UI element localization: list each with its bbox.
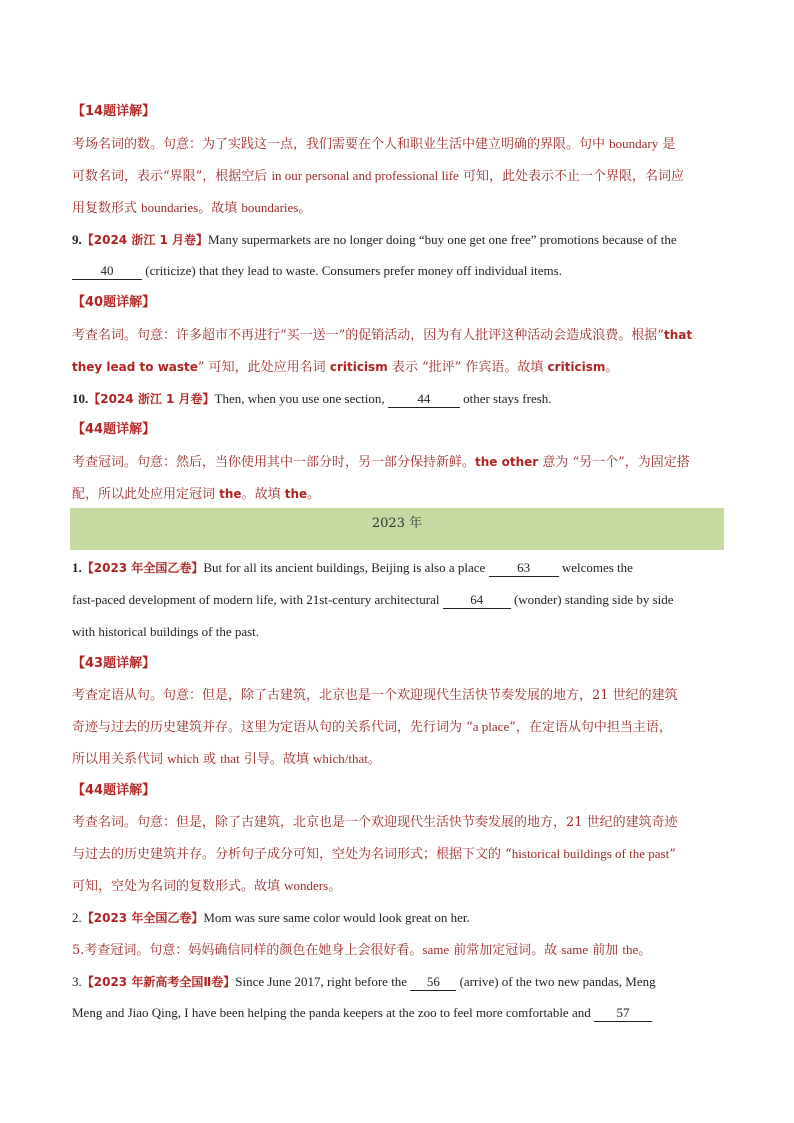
q5-term: same	[422, 942, 450, 957]
q3-text: (arrive) of the two new pandas, Meng	[456, 974, 656, 989]
q14-header: 【14题详解】	[72, 104, 156, 119]
q40-term: they lead to waste	[72, 360, 198, 374]
q5-text: 。	[638, 943, 652, 958]
q44b-text: 与过去的历史建筑并存。分析句子成分可知，空处为名词形式；根据下文的 “	[72, 847, 512, 862]
q40-line-1	[72, 325, 732, 346]
q1-line-1	[72, 558, 732, 578]
q9-blank: 40	[72, 263, 142, 280]
q3-source: 【2023 年新高考全国Ⅱ卷】	[81, 975, 236, 989]
q14-term: boundaries	[141, 200, 199, 215]
q44a-text: 考查冠词。句意：然后，当你使用其中一部分时，另一部分保持新鲜。	[72, 455, 476, 470]
q5-text: 前加	[588, 943, 623, 958]
q9-line-2	[72, 261, 732, 281]
q1-text: welcomes the	[558, 560, 633, 575]
q1-line-3: with historical buildings of the past.	[72, 624, 260, 639]
q44b-text: 可知，空处为名词的复数形式。故填	[72, 879, 285, 894]
q44a-text: 。故填	[241, 487, 285, 502]
q14-term: boundary	[609, 136, 659, 151]
q14-line-3	[72, 198, 732, 219]
q43-term: which	[167, 751, 199, 766]
q10-text: Then, when you use one section,	[214, 391, 388, 406]
q14-text: 。	[298, 201, 312, 216]
q44b-term: historical buildings of the past	[511, 846, 670, 861]
q43-line-3	[72, 749, 732, 770]
q5-term: same	[561, 942, 589, 957]
q40-text: 。	[605, 360, 619, 375]
q40-answer: criticism	[547, 360, 606, 374]
q3-line-2	[72, 1003, 732, 1023]
q43-text: 引导。故填	[239, 752, 313, 767]
q14-line-2	[72, 166, 732, 187]
q14-text: 可数名词，表示“界限”，根据空后	[72, 169, 272, 184]
q5-answer: the	[622, 942, 639, 957]
q3-number: 3.	[72, 974, 82, 989]
q14-text: 可知，此处表示不止一个界限，名词应	[458, 169, 684, 184]
q44a-text: 。	[307, 487, 321, 502]
q3-text: Meng and Jiao Qing, I have been helping the panda keepers at the zoo to feel more comfortable and	[72, 1005, 594, 1020]
q1-text: fast-paced development of modern life, with 21st-century architectural	[72, 592, 443, 607]
q44a-text: 配，所以此处应用定冠词	[72, 487, 220, 502]
q44b-line-1: 考查名词。句意：但是，除了古建筑，北京也是一个欢迎现代生活快节奏发展的地方，21 世纪的建筑奇迹	[72, 815, 678, 830]
q40-line-2	[72, 357, 732, 378]
q14-term: in our personal and professional life	[271, 168, 459, 183]
q44a-term: the other	[475, 455, 539, 469]
q10-number: 10.	[72, 391, 89, 406]
q40-text: ” 可知，此处应用名词	[197, 360, 330, 375]
q44a-text: 意为 “另一个”，为固定搭	[538, 455, 690, 470]
q44b-answer: wonders	[284, 878, 329, 893]
year-section-band	[70, 508, 724, 550]
q14-answer: boundaries	[241, 200, 299, 215]
year-label: 2023 年	[371, 516, 423, 531]
q1-line-2	[72, 590, 732, 610]
q44a-line-2	[72, 484, 732, 505]
q43-text: 所以用关系代词	[72, 752, 168, 767]
q1-text: But for all its ancient buildings, Beijing is also a place	[203, 560, 489, 575]
q3-blank-57: 57	[594, 1005, 652, 1022]
q44b-text: 。	[328, 879, 342, 894]
q14-line-1	[72, 134, 732, 155]
q44a-line-1	[72, 452, 732, 473]
q44a-term: the	[219, 487, 242, 501]
q1-blank-64: 64	[443, 592, 511, 609]
q44a-header: 【44题详解】	[72, 422, 156, 437]
q43-text: 奇迹与过去的历史建筑并存。这里为定语从句的关系代词，先行词为 “	[72, 720, 473, 735]
q5-text: 前常加定冠词。故	[449, 943, 562, 958]
q43-term: a place	[472, 719, 510, 734]
q10-blank: 44	[388, 391, 460, 408]
q9-number: 9.	[72, 232, 82, 247]
q40-text: 考查名词。句意：许多超市不再进行“买一送一”的促销活动，因为有人批评这种活动会造成浪费。根据“	[72, 328, 664, 343]
q2-text: Mom was sure same color would look great on her.	[203, 910, 470, 925]
q44b-text: ”	[669, 847, 676, 862]
q2-line-1	[72, 908, 732, 928]
q43-line-1: 考查定语从句。句意：但是，除了古建筑，北京也是一个欢迎现代生活快节奏发展的地方，21 世纪的建筑	[72, 688, 678, 703]
q40-term: criticism	[329, 360, 388, 374]
q5-line-1	[72, 940, 732, 961]
q9-line-1	[72, 230, 732, 250]
q40-text: 表示 “批评” 作宾语。故填	[387, 360, 548, 375]
q5-text: 5.考查冠词。句意：妈妈确信同样的颜色在她身上会很好看。	[72, 943, 423, 958]
q44b-header: 【44题详解】	[72, 783, 156, 798]
q44b-line-3	[72, 876, 732, 897]
q43-line-2	[72, 717, 732, 738]
q9-text: Many supermarkets are no longer doing “buy one get one free” promotions because of the	[208, 232, 677, 247]
q40-term: that	[663, 328, 693, 342]
q3-blank-56: 56	[410, 974, 456, 991]
q1-source: 【2023 年全国乙卷】	[81, 561, 204, 575]
q14-text: 考场名词的数。句意：为了实践这一点，我们需要在个人和职业生活中建立明确的界限。句中	[72, 137, 610, 152]
q40-header: 【40题详解】	[72, 295, 156, 310]
q2-number: 2.	[72, 910, 82, 925]
q10-source: 【2024 浙江 1 月卷】	[88, 392, 215, 406]
q1-text: (wonder) standing side by side	[510, 592, 674, 607]
q43-header: 【43题详解】	[72, 656, 156, 671]
q9-text: (criticize) that they lead to waste. Consumers prefer money off individual items.	[142, 263, 562, 278]
q9-source: 【2024 浙江 1 月卷】	[81, 233, 209, 247]
q10-text: other stays fresh.	[459, 391, 552, 406]
q43-text: ”，在定语从句中担当主语，	[509, 720, 672, 735]
q2-source: 【2023 年全国乙卷】	[81, 911, 204, 925]
q14-text: 是	[658, 137, 676, 152]
q3-line-1	[72, 972, 732, 992]
q43-text: 或	[198, 752, 221, 767]
q14-text: 。故填	[198, 201, 242, 216]
q10-line-1	[72, 389, 732, 409]
q43-term: that	[220, 751, 240, 766]
q1-blank-63: 63	[489, 560, 559, 577]
q14-text: 用复数形式	[72, 201, 142, 216]
q43-text: 。	[367, 752, 381, 767]
q3-text: Since June 2017, right before the	[235, 974, 411, 989]
q43-answer: which/that	[312, 751, 368, 766]
q44b-line-2	[72, 844, 732, 865]
q1-number: 1.	[72, 560, 82, 575]
q44a-answer: the	[284, 487, 308, 501]
